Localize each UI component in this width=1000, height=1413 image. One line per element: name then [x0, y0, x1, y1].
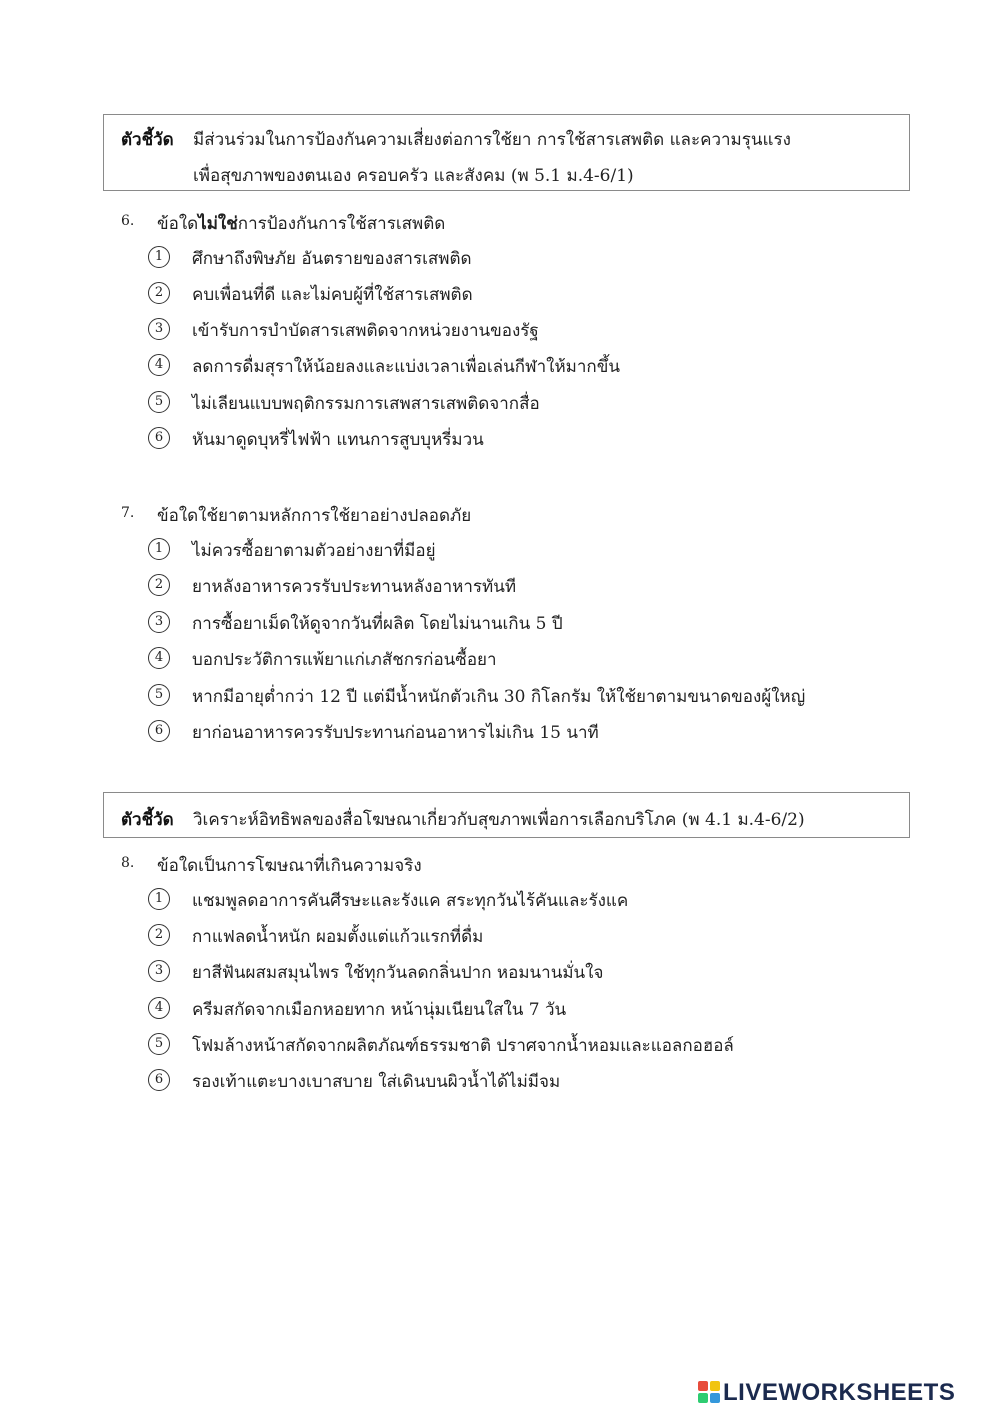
option-text: ยาก่อนอาหารควรรับประทานก่อนอาหารไม่เกิน 15 นาที — [192, 723, 599, 743]
option-text: ไม่เลียนแบบพฤติกรรมการเสพสารเสพติดจากสื่อ — [192, 394, 540, 414]
option-1[interactable] — [0, 536, 1000, 566]
option-5[interactable] — [0, 389, 1000, 419]
logo-text: LIVEWORKSHEETS — [723, 1379, 956, 1406]
option-number-circle[interactable]: 6 — [148, 720, 170, 742]
option-text: โฟมล้างหน้าสกัดจากผลิตภัณฑ์ธรรมชาติ ปราศจากน้ำหอมและแอลกอฮอล์ — [192, 1036, 734, 1056]
option-number-circle[interactable]: 1 — [148, 538, 170, 560]
option-number-circle[interactable]: 5 — [148, 684, 170, 706]
option-text: กาแฟลดน้ำหนัก ผอมตั้งแต่แก้วแรกที่ดื่ม — [192, 927, 484, 947]
option-text: หันมาดูดบุหรี่ไฟฟ้า แทนการสูบบุหรี่มวน — [192, 430, 484, 450]
question-number: 7. — [121, 505, 135, 521]
option-text: คบเพื่อนที่ดี และไม่คบผู้ที่ใช้สารเสพติด — [192, 285, 473, 305]
option-number-circle[interactable]: 2 — [148, 924, 170, 946]
indicator-text-line-2: เพื่อสุขภาพของตนเอง ครอบครัว และสังคม (พ 5.1 ม.4-6/1) — [193, 166, 634, 186]
option-text: เข้ารับการบำบัดสารเสพติดจากหน่วยงานของรัฐ — [192, 321, 539, 341]
indicator-text-line-1: มีส่วนร่วมในการป้องกันความเสี่ยงต่อการใช้ยา การใช้สารเสพติด และความรุนแรง — [193, 130, 791, 150]
option-4[interactable] — [0, 645, 1000, 675]
option-5[interactable] — [0, 682, 1000, 712]
option-2[interactable] — [0, 280, 1000, 310]
option-number-circle[interactable]: 2 — [148, 574, 170, 596]
option-text: บอกประวัติการแพ้ยาแก่เภสัชกรก่อนซื้อยา — [192, 650, 497, 670]
option-text: ยาหลังอาหารควรรับประทานหลังอาหารทันที — [192, 577, 517, 597]
option-number-circle[interactable]: 1 — [148, 888, 170, 910]
question-text: ข้อใดใช้ยาตามหลักการใช้ยาอย่างปลอดภัย — [157, 506, 472, 526]
indicator-box-1 — [103, 114, 910, 191]
option-number-circle[interactable]: 4 — [148, 997, 170, 1019]
question-number: 8. — [121, 855, 135, 871]
option-text: ศึกษาถึงพิษภัย อันตรายของสารเสพติด — [192, 249, 472, 269]
option-text: แชมพูลดอาการคันศีรษะและรังแค สระทุกวันไร้คันและรังแค — [192, 891, 629, 911]
option-number-circle[interactable]: 2 — [148, 282, 170, 304]
option-5[interactable] — [0, 1031, 1000, 1061]
option-3[interactable] — [0, 958, 1000, 988]
option-number-circle[interactable]: 3 — [148, 318, 170, 340]
option-4[interactable] — [0, 995, 1000, 1025]
option-6[interactable] — [0, 1067, 1000, 1097]
option-number-circle[interactable]: 6 — [148, 1069, 170, 1091]
option-text: ครีมสกัดจากเมือกหอยทาก หน้านุ่มเนียนใสใน 7 วัน — [192, 1000, 567, 1020]
option-number-circle[interactable]: 3 — [148, 611, 170, 633]
option-2[interactable] — [0, 572, 1000, 602]
question-text: ข้อใดไม่ใช่การป้องกันการใช้สารเสพติด — [157, 214, 446, 234]
liveworksheets-logo — [698, 1379, 994, 1407]
option-text: ลดการดื่มสุราให้น้อยลงและแบ่งเวลาเพื่อเล่นกีฬาให้มากขึ้น — [192, 357, 620, 377]
option-3[interactable] — [0, 316, 1000, 346]
option-4[interactable] — [0, 352, 1000, 382]
option-6[interactable] — [0, 718, 1000, 748]
option-text: รองเท้าแตะบางเบาสบาย ใส่เดินบนผิวน้ำได้ไม่มีจม — [192, 1072, 561, 1092]
option-number-circle[interactable]: 1 — [148, 246, 170, 268]
option-2[interactable] — [0, 922, 1000, 952]
question-text: ข้อใดเป็นการโฆษณาที่เกินความจริง — [157, 856, 422, 876]
option-1[interactable] — [0, 886, 1000, 916]
option-number-circle[interactable]: 3 — [148, 960, 170, 982]
option-number-circle[interactable]: 5 — [148, 1033, 170, 1055]
question-number: 6. — [121, 213, 135, 229]
option-1[interactable] — [0, 244, 1000, 274]
indicator-label: ตัวชี้วัด — [121, 130, 174, 150]
option-3[interactable] — [0, 609, 1000, 639]
option-text: การซื้อยาเม็ดให้ดูจากวันที่ผลิต โดยไม่นานเกิน 5 ปี — [192, 614, 563, 634]
option-6[interactable] — [0, 425, 1000, 455]
option-number-circle[interactable]: 5 — [148, 391, 170, 413]
option-number-circle[interactable]: 4 — [148, 354, 170, 376]
option-number-circle[interactable]: 4 — [148, 647, 170, 669]
liveworksheets-badge-icon — [698, 1381, 720, 1403]
option-text: ไม่ควรซื้อยาตามตัวอย่างยาที่มีอยู่ — [192, 541, 436, 561]
option-number-circle[interactable]: 6 — [148, 427, 170, 449]
indicator-box-2 — [103, 792, 910, 838]
indicator-label: ตัวชี้วัด — [121, 810, 174, 830]
indicator-text-line-1: วิเคราะห์อิทธิพลของสื่อโฆษณาเกี่ยวกับสุขภาพเพื่อการเลือกบริโภค (พ 4.1 ม.4-6/2) — [193, 810, 805, 830]
option-text: ยาสีฟันผสมสมุนไพร ใช้ทุกวันลดกลิ่นปาก หอมนานมั่นใจ — [192, 963, 604, 983]
option-text: หากมีอายุต่ำกว่า 12 ปี แต่มีน้ำหนักตัวเกิน 30 กิโลกรัม ให้ใช้ยาตามขนาดของผู้ใหญ่ — [192, 687, 806, 707]
